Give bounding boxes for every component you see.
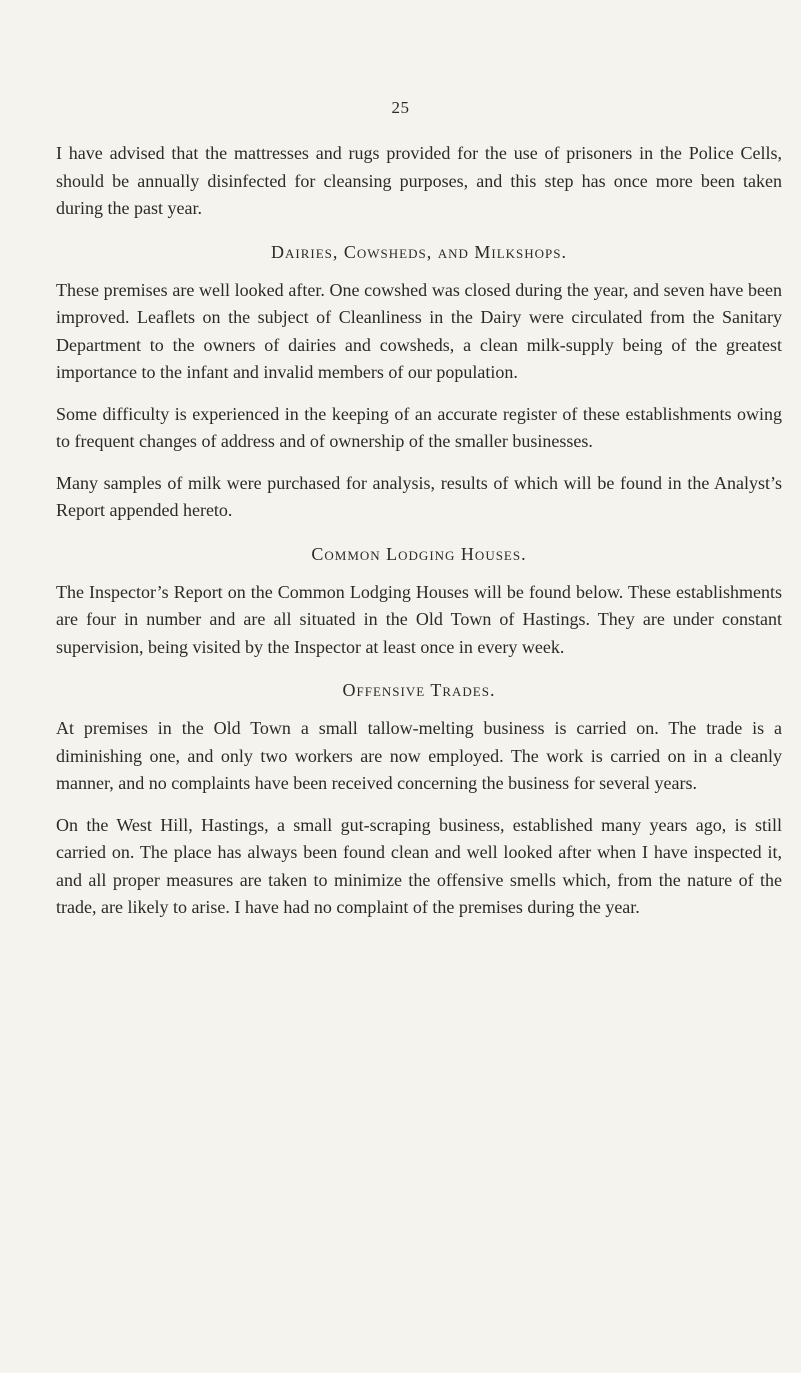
dairies-paragraph-2: Some difficulty is experienced in the keeping of an accurate register of these establishments owing to frequent changes of address and of ownership of the smaller businesses. — [56, 403, 782, 451]
lodging-houses-paragraph-1: The Inspector’s Report on the Common Lodging Houses will be found below. These establishments are four in number and are all situated in the Old Town of Hastings. They are under constant supervision, being visited by the Inspector at least once in every week. — [56, 581, 782, 657]
heading-offensive-trades: Offensive Trades. — [342, 680, 496, 700]
page-number: 25 — [391, 98, 410, 117]
dairies-paragraph-1: These premises are well looked after. One cowshed was closed during the year, and seven have been improved. Leaflets on the subject of Cleanliness in the Dairy were circulated from the Sanitary Department to the owners of dairies and cowsheds, a clean milk-supply being of the greatest importance to the infant and invalid members of our population. — [56, 279, 782, 382]
dairies-paragraph-3: Many samples of milk were purchased for analysis, results of which will be found in the Analyst’s Report appended hereto. — [56, 472, 782, 520]
intro-paragraph: I have advised that the mattresses and rugs provided for the use of prisoners in the Police Cells, should be annually disinfected for cleansing purposes, and this step has once more been taken during the past year. — [56, 143, 782, 218]
heading-common-lodging-houses: Common Lodging Houses. — [311, 543, 527, 564]
heading-dairies-cowsheds-milkshops: Dairies, Cowsheds, and Milkshops. — [270, 241, 568, 262]
page-content — [56, 140, 782, 936]
offensive-trades-paragraph-1: At premises in the Old Town a small tallow-melting business is carried on. The trade is a diminishing one, and only two workers are now employed. The work is carried on in a cleanly manner, and no complaints have been received concerning the business for several years. — [56, 718, 782, 793]
offensive-trades-paragraph-2: On the West Hill, Hastings, a small gut-scraping business, established many years ago, is still carried on. The place has always been found clean and well looked after when I have inspected it, and all proper measures are taken to minimize the offensive smells which, from the nature of the trade, are likely to arise. I have had no complaint of the premises during the year. — [56, 814, 782, 917]
